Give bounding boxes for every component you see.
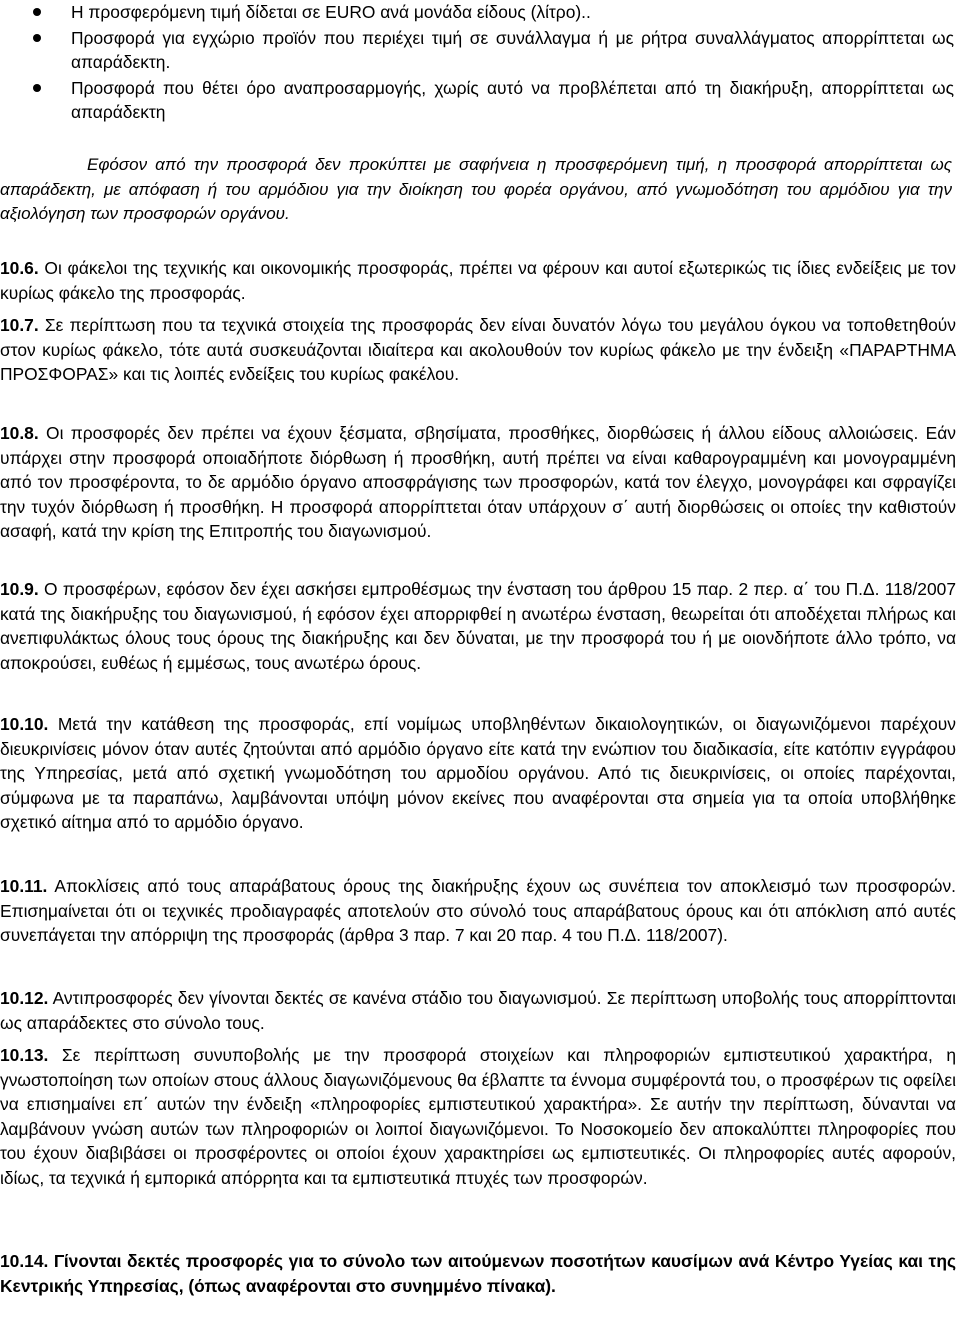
paragraph-number: 10.11. [0, 876, 48, 896]
paragraph-10-11 [0, 874, 956, 948]
paragraph-text: Ο προσφέρων, εφόσον δεν έχει ασκήσει εμπροθέσμως την ένσταση του άρθρου 15 παρ. 2 περ. α΄ του Π.Δ. 118/2007 κατά της διακήρυξης του διαγωνισμού, ή εφόσον έχει απορριφθεί η ανωτέρω ένσταση, θεωρείται ότι αποδέχεται πλήρως και ανεπιφυλάκτως όλους τους όρους της διακήρυξης και δεν δύναται, με την προσφορά του ή με οιονδήποτε άλλο τρόπο, να αποκρούσει, ευθέως ή εμμέσως, τους ανωτέρω όρους. [0, 579, 956, 673]
paragraph-text: Σε περίπτωση συνυποβολής με την προσφορά στοιχείων και πληροφοριών εμπιστευτικού χαρακτήρα, η γνωστοποίηση των οποίων στους άλλους διαγωνιζόμενους θα έβλαπτε τα έννομα συμφέροντά του, ο προσφέρων τις οφείλει να επισημαίνει επ΄ αυτών την ένδειξη «πληροφορίες εμπιστευτικού χαρακτήρα». Σε αυτήν την περίπτωση, δύνανται να λαμβάνουν γνώση αυτών των πληροφοριών οι λοιποί διαγωνιζόμενοι. Το Νοσοκομείο δεν αποκαλύπτει πληροφορίες που του έχουν διαβιβάσει οι προσφέροντες οι οποίοι έχουν χαρακτηρίσει ως εμπιστευτικές. Οι πληροφορίες αυτές αφορούν, ιδίως, τα τεχνικά ή εμπορικά απόρρητα και τα εμπιστευτικά πτυχές των προσφορών. [0, 1045, 956, 1188]
paragraph-number: 10.10. [0, 714, 49, 734]
paragraph-10-14 [0, 1249, 956, 1298]
bullet-item [0, 76, 960, 124]
paragraph-10-9 [0, 577, 956, 675]
italic-note: Εφόσον από την προσφορά δεν προκύπτει με σαφήνεια η προσφερόμενη τιμή, η προσφορά απορρίπτεται ως απαράδεκτη, με απόφαση ή του αρμόδιου για την διοίκηση του φορέα οργάνου, από γνωμοδότηση του αρμόδιου για την αξιολόγηση των προσφορών οργάνου. [0, 155, 952, 223]
paragraph-10-8 [0, 421, 956, 544]
bullet-text: Η προσφερόμενη τιμή δίδεται σε EURO ανά μονάδα είδους (λίτρο).. [71, 2, 591, 22]
paragraph-number: 10.8. [0, 423, 39, 443]
paragraph-text: Οι προσφορές δεν πρέπει να έχουν ξέσματα, σβησίματα, προσθήκες, διορθώσεις ή άλλου είδους αλλοιώσεις. Εάν υπάρχει στην προσφορά οποιαδήποτε διόρθωση ή προσθήκη, αυτή πρέπει να είναι καθαρογραμμένη και μονογραμμένη από τον προσφέροντα, το δε αρμόδιο όργανο αποσφράγισης των προσφορών, κατά τον έλεγχο, μονογράφει και σφραγίζει την τυχόν διόρθωση ή προσθήκη. Η προσφορά απορρίπτεται όταν υπάρχουν σ΄ αυτή διορθώσεις οι οποίες την καθιστούν ασαφή, κατά την κρίση της Επιτροπής του διαγωνισμού. [0, 423, 956, 542]
paragraph-number: 10.13. [0, 1045, 49, 1065]
bullet-dot-icon [33, 34, 41, 42]
paragraph-text: Οι φάκελοι της τεχνικής και οικονομικής προσφοράς, πρέπει να φέρουν και αυτοί εξωτερικώς τις ίδιες ενδείξεις με τον κυρίως φάκελο της προσφοράς. [0, 258, 956, 303]
paragraph-number: 10.6. [0, 258, 39, 278]
paragraph-text: Σε περίπτωση που τα τεχνικά στοιχεία της προσφοράς δεν είναι δυνατόν λόγω του μεγάλου όγκου να τοποθετηθούν στον κυρίως φάκελο, τότε αυτά συσκευάζονται ιδιαίτερα και ακολουθούν τον κυρίως φάκελο με την ένδειξη «ΠΑΡΑΡΤΗΜΑ ΠΡΟΣΦΟΡΑΣ» και τις λοιπές ενδείξεις του κυρίως φακέλου. [0, 315, 956, 385]
bullet-list [0, 0, 960, 126]
paragraph-10-6 [0, 256, 956, 305]
paragraph-number: 10.14. [0, 1251, 49, 1271]
bullet-dot-icon [33, 84, 41, 92]
bullet-text: Προσφορά που θέτει όρο αναπροσαρμογής, χωρίς αυτό να προβλέπεται από τη διακήρυξη, απορρίπτεται ως απαράδεκτη [71, 78, 954, 122]
paragraph-text: Γίνονται δεκτές προσφορές για το σύνολο των αιτούμενων ποσοτήτων καυσίμων ανά Κέντρο Υγείας και της Κεντρικής Υπηρεσίας, (όπως αναφέρονται στο συνημμένο πίνακα). [0, 1251, 956, 1296]
paragraph-number: 10.12. [0, 988, 49, 1008]
bullet-text: Προσφορά για εγχώριο προϊόν που περιέχει τιμή σε συνάλλαγμα ή με ρήτρα συναλλάγματος απορρίπτεται ως απαράδεκτη. [71, 28, 954, 72]
paragraph-10-7 [0, 313, 956, 387]
bullet-item [0, 26, 960, 74]
paragraph-10-13 [0, 1043, 956, 1191]
bullet-item [0, 0, 960, 24]
paragraph-text: Μετά την κατάθεση της προσφοράς, επί νομίμως υποβληθέντων δικαιολογητικών, οι διαγωνιζόμενοι παρέχουν διευκρινίσεις μόνον όταν αυτές ζητούνται από αρμόδιο όργανο είτε κατά την ενώπιον του διαδικασία, είτε κατόπιν εγγράφου της Υπηρεσίας, μετά από σχετική γνωμοδότηση του αρμοδίου οργάνου. Από τις διευκρινίσεις, οι οποίες παρέχονται, σύμφωνα με τα παραπάνω, λαμβάνονται υπόψη μόνον εκείνες που αναφέρονται στα σημεία για τα οποία υποβλήθηκε σχετικό αίτημα από το αρμόδιο όργανο. [0, 714, 956, 833]
paragraph-text: Αντιπροσφορές δεν γίνονται δεκτές σε κανένα στάδιο του διαγωνισμού. Σε περίπτωση υποβολής τους απορρίπτονται ως απαράδεκτες στο σύνολο τους. [0, 988, 956, 1033]
paragraph-number: 10.7. [0, 315, 39, 335]
paragraph-text: Αποκλίσεις από τους απαράβατους όρους της διακήρυξης έχουν ως συνέπεια τον αποκλεισμό των προσφορών. Επισημαίνεται ότι οι τεχνικές προδιαγραφές αποτελούν στο σύνολό τους απαράβατους όρους και ότι απόκλιση από αυτές συνεπάγεται την απόρριψη της προσφοράς (άρθρα 3 παρ. 7 και 20 παρ. 4 του Π.Δ. 118/2007). [0, 876, 956, 946]
paragraph-number: 10.9. [0, 579, 39, 599]
paragraph-10-12 [0, 986, 956, 1035]
bullet-dot-icon [33, 8, 41, 16]
paragraph-10-10 [0, 712, 956, 835]
